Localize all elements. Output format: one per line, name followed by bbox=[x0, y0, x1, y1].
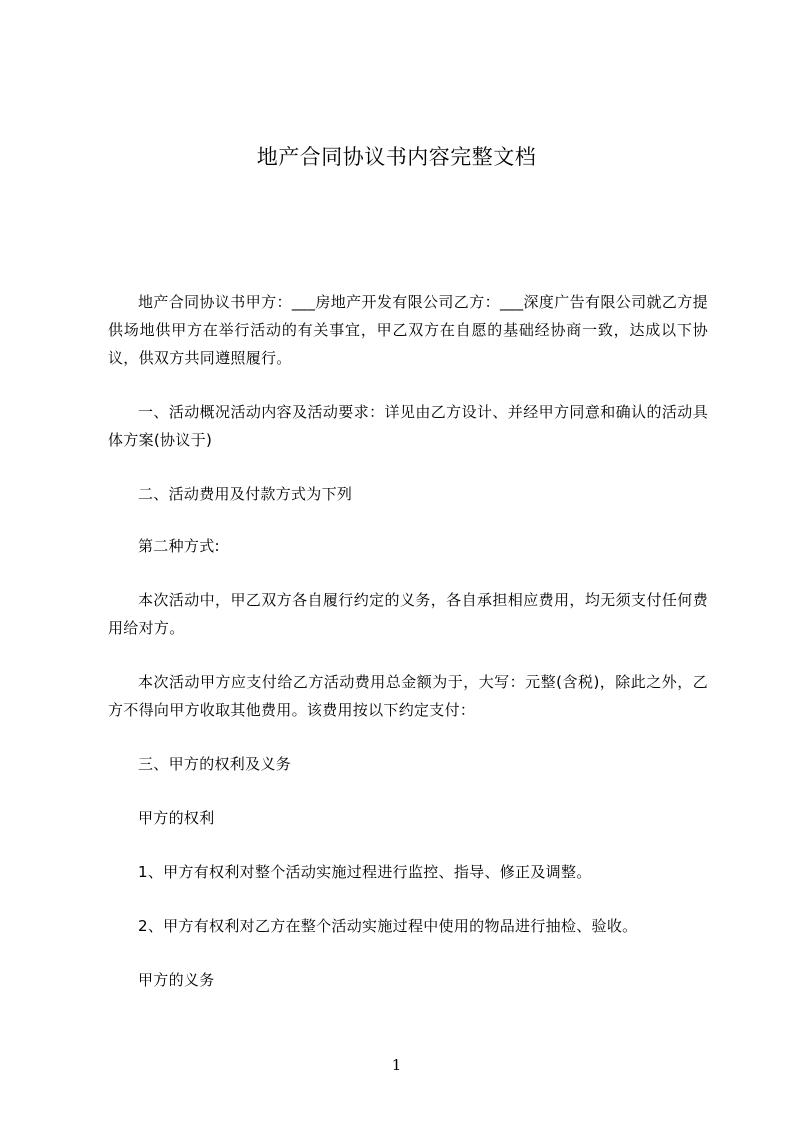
paragraph-no-fee: 本次活动中，甲乙双方各自履行约定的义务，各自承担相应费用，均无须支付任何费用给对方。 bbox=[108, 591, 708, 637]
paragraph-section-3: 三、甲方的权利及义务 bbox=[138, 755, 292, 773]
paragraph-party-a-rights: 甲方的权利 bbox=[138, 809, 215, 827]
page-number: 1 bbox=[391, 1056, 402, 1074]
paragraph-intro: 地产合同协议书甲方：___房地产开发有限公司乙方：___深度广告有限公司就乙方提供场地供甲方在举行活动的有关事宜，甲乙双方在自愿的基础经协商一致，达成以下协议，供双方共同遵照履行。 bbox=[108, 293, 708, 367]
paragraph-fee-amount: 本次活动甲方应支付给乙方活动费用总金额为于，大写：元整(含税)，除此之外，乙方不得向甲方收取其他费用。该费用按以下约定支付： bbox=[108, 673, 708, 719]
paragraph-party-a-obligations: 甲方的义务 bbox=[138, 971, 215, 989]
paragraph-section-2: 二、活动费用及付款方式为下列 bbox=[138, 485, 353, 503]
paragraph-right-2: 2、甲方有权利对乙方在整个活动实施过程中使用的物品进行抽检、验收。 bbox=[138, 917, 638, 935]
document-title: 地产合同协议书内容完整文档 bbox=[256, 145, 537, 169]
paragraph-payment-method: 第二种方式: bbox=[138, 537, 220, 555]
paragraph-right-1: 1、甲方有权利对整个活动实施过程进行监控、指导、修正及调整。 bbox=[138, 863, 592, 881]
document-body bbox=[108, 288, 708, 994]
paragraph-section-1: 一、活动概况活动内容及活动要求：详见由乙方设计、并经甲方同意和确认的活动具体方案(协议于) bbox=[108, 403, 708, 449]
